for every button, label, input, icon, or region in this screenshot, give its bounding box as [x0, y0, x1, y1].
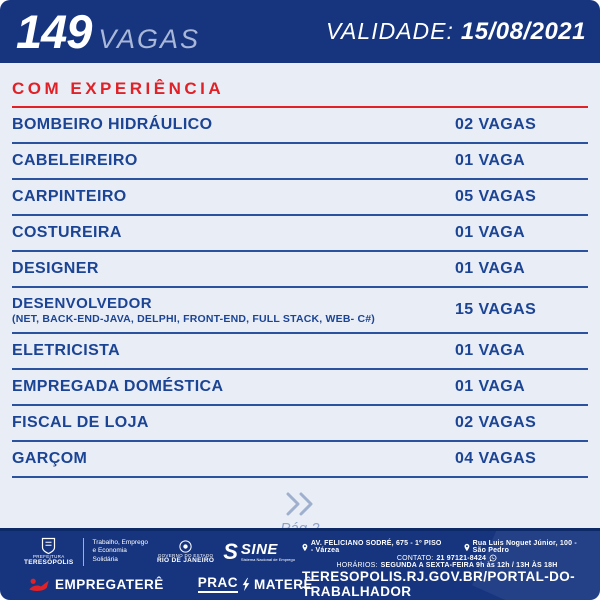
job-title: DESIGNER: [12, 260, 99, 277]
job-title: CARPINTEIRO: [12, 188, 127, 205]
lightning-bolt-icon: [242, 577, 250, 592]
job-title: EMPREGADA DOMÉSTICA: [12, 378, 224, 395]
addresses-row: [302, 540, 592, 554]
hours-label: HORÁRIOS:: [336, 562, 378, 569]
pracimatere-logo: [198, 575, 313, 593]
secretaria-label: [93, 539, 148, 565]
rio-label: RIO DE JANEIRO: [156, 557, 215, 565]
job-vacancies: 01 VAGA: [455, 152, 526, 169]
running-person-icon: [28, 578, 50, 591]
vacancy-count-label: VAGAS: [98, 24, 200, 54]
job-row: [12, 180, 588, 216]
footer-bar: [0, 528, 600, 600]
job-vacancies: 01 VAGA: [455, 378, 526, 395]
job-title: FISCAL DE LOJA: [12, 414, 149, 431]
website-url[interactable]: TERESOPOLIS.RJ.GOV.BR/PORTAL-DO-TRABALHADOR: [302, 569, 576, 599]
governo-rj-logo: [157, 539, 214, 566]
hours-value: SEGUNDA A SEXTA-FEIRA 9h às 12h / 13H ÀS 18H: [380, 562, 558, 569]
section-title: COM EXPERIÊNCIA: [12, 79, 225, 98]
job-title: CABELEIREIRO: [12, 152, 138, 169]
rio-crest-icon: [178, 539, 193, 554]
job-vacancies: 02 VAGAS: [455, 414, 537, 431]
contact-label: CONTATO:: [396, 554, 434, 562]
job-row: [12, 288, 588, 334]
sine-s-icon: S: [223, 538, 238, 564]
job-row: [12, 216, 588, 252]
job-vacancies: 15 VAGAS: [455, 301, 537, 318]
job-vacancies: 01 VAGA: [455, 224, 526, 241]
job-row: [12, 108, 588, 144]
footer-logos: [24, 537, 314, 596]
teresopolis-crest-icon: [41, 537, 56, 555]
job-list: [0, 108, 600, 478]
job-vacancies: 02 VAGAS: [455, 116, 537, 133]
job-row: [12, 252, 588, 288]
vacancy-count-group: [16, 5, 200, 58]
sine-name: SINE: [240, 540, 278, 558]
teresopolis-label: TERESÓPOLIS: [24, 558, 74, 566]
header-bar: [0, 0, 600, 63]
institution-logos-row: [24, 537, 302, 567]
job-row: [12, 334, 588, 370]
secretaria-line3: Solidária: [92, 556, 118, 564]
job-title: BOMBEIRO HIDRÁULICO: [12, 116, 213, 133]
job-title: DESENVOLVEDOR: [12, 295, 152, 313]
map-pin-icon: [302, 543, 308, 552]
address-1-text: AV. FELICIANO SODRÉ, 675 - 1º PISO - Várzea: [310, 540, 442, 554]
pracimatere-part2: MATERÊ: [254, 576, 314, 592]
hours-line: [337, 562, 558, 569]
contact-line: [397, 554, 497, 562]
empregatere-label: EMPREGATERÊ: [55, 576, 164, 592]
logo-divider: [83, 538, 84, 566]
empregatere-logo: [28, 577, 164, 592]
job-row: [12, 144, 588, 180]
vacancy-count: 149: [16, 5, 92, 58]
program-logos-row: [24, 575, 314, 596]
address-1: [302, 540, 446, 554]
validity-date: 15/08/2021: [460, 17, 586, 45]
job-vacancies: 04 VAGAS: [455, 450, 537, 467]
secretaria-line1: Trabalho, Emprego: [92, 538, 148, 546]
job-subtitle: (NET, BACK-END-JAVA, DELPHI, FRONT-END, FULL STACK, WEB- C#): [12, 312, 375, 325]
validity-group: [326, 18, 586, 46]
prefeitura-label: PREFEITURA: [33, 554, 65, 559]
job-row: [12, 406, 588, 442]
address-2: [464, 540, 592, 554]
double-chevron-right-icon[interactable]: [280, 490, 320, 518]
job-vacancies: 01 VAGA: [455, 260, 526, 277]
job-vacancies: 05 VAGAS: [455, 188, 537, 205]
contact-phone: 21 97121-8424: [436, 554, 487, 562]
job-vacancies: 01 VAGA: [455, 342, 526, 359]
sine-tagline: Sistema Nacional de Emprego: [240, 556, 295, 562]
map-pin-icon: [464, 543, 470, 552]
section-heading: [0, 63, 600, 108]
prefeitura-teresopolis-logo: [24, 537, 74, 567]
pracimatere-part1: PRAC: [198, 575, 238, 593]
job-title: COSTUREIRA: [12, 224, 122, 241]
job-title: GARÇOM: [12, 450, 88, 467]
footer-contact: [302, 537, 592, 599]
sine-logo: [223, 538, 295, 564]
job-title-group: [12, 295, 455, 324]
secretaria-line2: e Economia: [92, 547, 127, 555]
governo-label: GOVERNO DO ESTADO: [157, 552, 214, 558]
job-row: [12, 442, 588, 478]
job-row: [12, 370, 588, 406]
address-2-text: Rua Luis Noguet Júnior, 100 - São Pedro: [472, 540, 577, 554]
job-title: ELETRICISTA: [12, 342, 121, 359]
validity-label: VALIDADE:: [325, 17, 454, 44]
whatsapp-icon: [489, 554, 497, 562]
